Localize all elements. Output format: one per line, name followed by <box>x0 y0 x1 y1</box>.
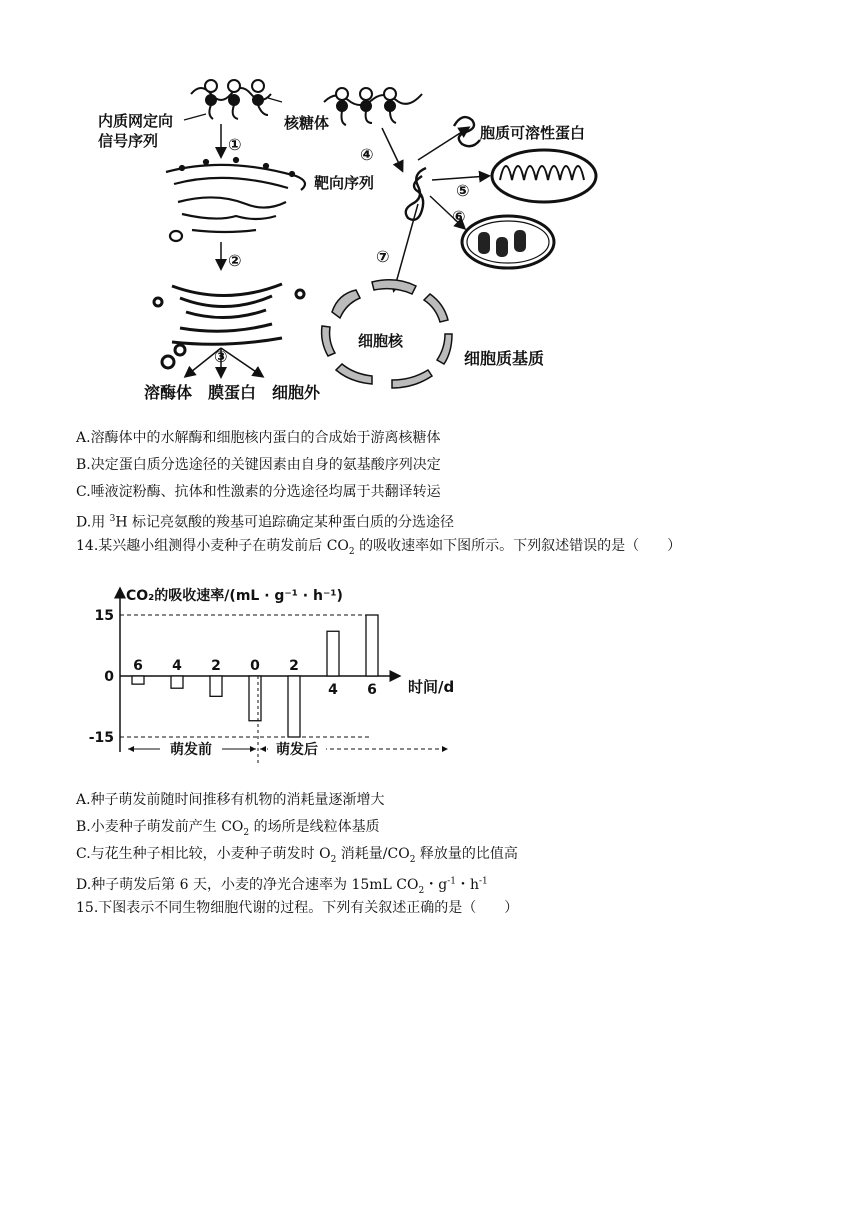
q13-option-c <box>76 482 441 502</box>
x-tick-label-5: 4 <box>328 682 338 698</box>
label-membrane-protein: 膜蛋白 <box>208 383 257 402</box>
y-tick-15: 15 <box>94 608 114 624</box>
ribosomes-on-er-mrna <box>191 80 271 119</box>
step-2: ② <box>228 251 242 270</box>
question-number: 15. <box>76 900 99 916</box>
x-tick-label-3: 0 <box>250 658 260 674</box>
option-text: ・h <box>455 876 479 893</box>
option-letter: C. <box>76 484 91 500</box>
q14-option-a <box>76 790 385 810</box>
option-text: 的场所是线粒体基质 <box>249 819 380 835</box>
option-text: 消耗量/CO <box>336 846 410 862</box>
stem-text-after: 的吸收速率如下图所示。下列叙述错误的是（ ） <box>354 538 682 554</box>
q14-option-b <box>76 817 380 843</box>
question-number: 14. <box>76 538 99 554</box>
option-text: 小麦种子萌发前产生 CO <box>90 819 244 835</box>
bar-3 <box>249 676 261 721</box>
y-tick-neg15: -15 <box>88 730 114 746</box>
option-text-after: H 标记亮氨酸的羧基可追踪确定某种蛋白质的分选途径 <box>115 514 455 531</box>
option-letter: D. <box>76 514 92 531</box>
q14-option-d <box>76 871 488 900</box>
option-text: 决定蛋白质分选途径的关键因素由自身的氨基酸序列决定 <box>90 457 441 473</box>
q13-option-b <box>76 455 441 475</box>
bar-1 <box>171 676 183 688</box>
co2-absorption-chart <box>76 582 466 772</box>
option-text: 种子萌发前随时间推移有机物的消耗量逐渐增大 <box>90 792 385 808</box>
label-target-sequence: 靶向序列 <box>314 174 375 192</box>
free-ribosomes-mrna <box>324 88 422 125</box>
subscript: 2 <box>409 854 416 865</box>
option-letter: B. <box>76 819 91 835</box>
label-cytosolic-protein: 胞质可溶性蛋白 <box>480 124 586 142</box>
option-letter: D. <box>76 876 92 893</box>
period-post: 萌发后 <box>276 742 318 758</box>
cytosolic-protein-icon <box>454 117 480 146</box>
label-cytoplasmic-matrix: 细胞质基质 <box>464 349 545 368</box>
step-3: ③ <box>214 347 228 366</box>
option-text: 溶酶体中的水解酶和细胞核内蛋白的合成始于游离核糖体 <box>90 430 441 446</box>
subscript: 2 <box>348 546 355 557</box>
step-7: ⑦ <box>376 247 390 266</box>
option-text: 种子萌发后第 6 天，小麦的净光合速率为 15mL CO <box>91 876 419 893</box>
bar-6 <box>366 615 378 676</box>
x-tick-label-0: 6 <box>133 658 143 674</box>
option-text: ・g <box>424 876 448 893</box>
step-6: ⑥ <box>452 207 466 226</box>
q15-stem <box>76 898 518 918</box>
q14-option-c <box>76 844 518 870</box>
superscript: -1 <box>479 876 488 886</box>
x-axis-label: 时间/d <box>408 678 455 696</box>
stem-text: 下图表示不同生物细胞代谢的过程。下列有关叙述正确的是（ ） <box>98 900 519 916</box>
option-letter: B. <box>76 457 91 473</box>
option-text: 唾液淀粉酶、抗体和性激素的分选途径均属于共翻译转运 <box>90 484 441 500</box>
bar-4 <box>288 676 300 737</box>
step-5: ⑤ <box>456 181 470 200</box>
superscript: 3 <box>109 514 116 524</box>
label-extracellular: 细胞外 <box>272 383 321 402</box>
x-tick-label-6: 6 <box>367 682 377 698</box>
endoplasmic-reticulum <box>166 158 305 241</box>
q13-option-a <box>76 428 441 448</box>
option-letter: A. <box>76 430 91 446</box>
q13-option-d <box>76 509 454 533</box>
chart-title: CO₂的吸收速率/(mL · g⁻¹ · h⁻¹) <box>126 588 343 604</box>
subscript: 2 <box>418 885 425 896</box>
x-tick-label-1: 4 <box>172 658 182 674</box>
label-er-signal-2: 信号序列 <box>98 132 159 150</box>
label-ribosome: 核糖体 <box>284 114 330 132</box>
bar-5 <box>327 631 339 676</box>
step-1: ① <box>228 135 242 154</box>
q14-stem <box>76 536 681 562</box>
bar-0 <box>132 676 144 684</box>
mitochondrion <box>492 150 596 202</box>
bar-2 <box>210 676 222 696</box>
option-letter: A. <box>76 792 91 808</box>
superscript: -1 <box>447 876 456 886</box>
step-4: ④ <box>360 145 374 164</box>
subscript: 2 <box>330 854 337 865</box>
option-text: 释放量的比值高 <box>415 846 518 862</box>
x-tick-label-4: 2 <box>289 658 299 674</box>
option-letter: C. <box>76 846 91 862</box>
label-lysosome: 溶酶体 <box>144 383 193 402</box>
subscript: 2 <box>243 827 250 838</box>
option-text-before: 用 <box>91 514 110 531</box>
option-text: 与花生种子相比较，小麦种子萌发时 O <box>90 846 331 862</box>
label-er-signal-1: 内质网定向 <box>98 112 174 130</box>
label-nucleus: 细胞核 <box>358 332 404 350</box>
chloroplast <box>462 216 554 268</box>
golgi-apparatus <box>154 284 304 368</box>
x-tick-label-2: 2 <box>211 658 221 674</box>
period-pre: 萌发前 <box>170 742 212 758</box>
y-tick-0: 0 <box>104 669 114 685</box>
stem-text-before: 某兴趣小组测得小麦种子在萌发前后 CO <box>98 538 349 554</box>
protein-sorting-diagram <box>96 72 636 412</box>
